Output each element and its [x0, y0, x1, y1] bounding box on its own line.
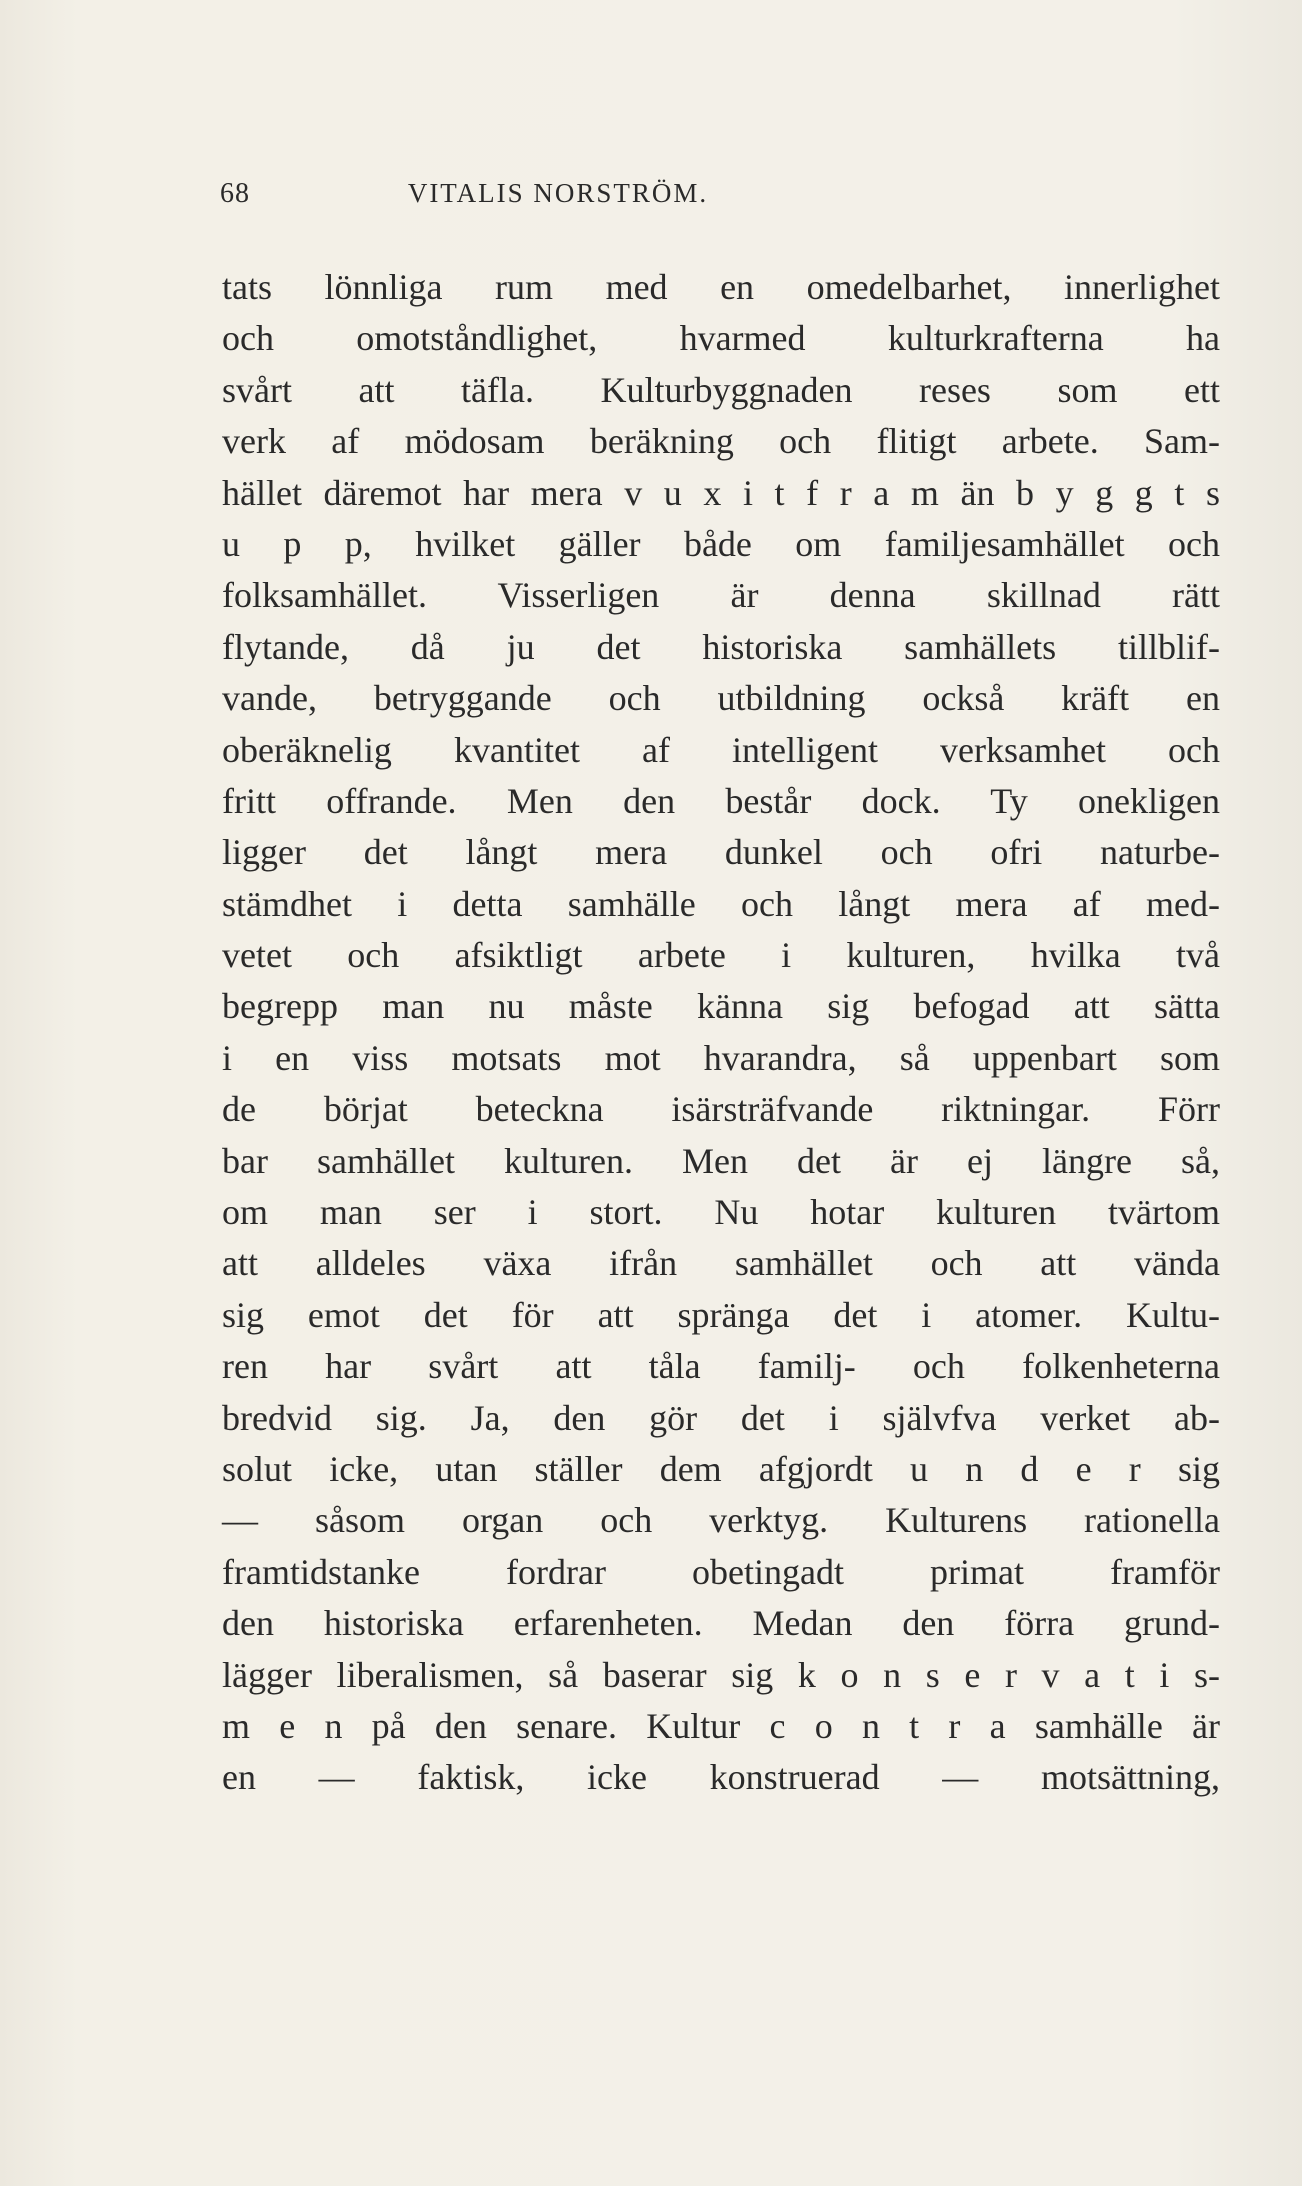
text-line: och omotståndlighet, hvarmed kulturkrafterna ha — [222, 318, 1220, 359]
text-line: oberäknelig kvantitet af intelligent verksamhet och — [222, 729, 1220, 770]
text-line: bredvid sig. Ja, den gör det i självfva verket ab- — [222, 1397, 1220, 1438]
text-line: ren har svårt att tåla familj- och folkenheterna — [222, 1346, 1220, 1387]
text-line: stämdhet i detta samhälle och långt mera af med- — [222, 883, 1220, 924]
text-line: fritt offrande. Men den består dock. Ty onekligen — [222, 780, 1220, 821]
text-line: — såsom organ och verktyg. Kulturens rationella — [222, 1500, 1220, 1541]
text-line: m e n på den senare. Kultur c o n t r a samhälle är — [222, 1705, 1220, 1746]
body-text — [222, 262, 1220, 1804]
text-line: den historiska erfarenheten. Medan den förra grund- — [222, 1603, 1220, 1644]
text-line: sig emot det för att spränga det i atomer. Kultu- — [222, 1294, 1220, 1335]
text-line: u p p, hvilket gäller både om familjesamhället och — [222, 523, 1220, 564]
text-line: en — faktisk, icke konstruerad — motsättning, — [222, 1757, 1220, 1798]
text-line: bar samhället kulturen. Men det är ej längre så, — [222, 1140, 1220, 1181]
text-line: i en viss motsats mot hvarandra, så uppenbart som — [222, 1037, 1220, 1078]
text-line: svårt att täfla. Kulturbyggnaden reses som ett — [222, 369, 1220, 410]
running-title: VITALIS NORSTRÖM. — [407, 178, 709, 208]
text-line: vetet och afsiktligt arbete i kulturen, hvilka två — [222, 935, 1220, 976]
text-line: flytande, då ju det historiska samhällets tillblif- — [222, 626, 1220, 667]
page-number: 68 — [220, 178, 250, 209]
text-line: verk af mödosam beräkning och flitigt arbete. Sam- — [222, 421, 1220, 462]
text-line: begrepp man nu måste känna sig befogad att sätta — [222, 986, 1220, 1027]
text-line: folksamhället. Visserligen är denna skillnad rätt — [222, 575, 1220, 616]
text-line: de börjat beteckna isärsträfvande riktningar. Förr — [222, 1089, 1220, 1130]
text-line: att alldeles växa ifrån samhället och att vända — [222, 1243, 1220, 1284]
text-line: hället däremot har mera v u x i t f r a m än b y g g t s — [222, 472, 1220, 513]
text-line: framtidstanke fordrar obetingadt primat framför — [222, 1551, 1220, 1592]
text-line: ligger det långt mera dunkel och ofri naturbe- — [222, 832, 1220, 873]
page-header — [220, 178, 892, 228]
text-line: vande, betryggande och utbildning också kräft en — [222, 678, 1220, 719]
text-line: tats lönnliga rum med en omedelbarhet, innerlighet — [222, 267, 1220, 307]
text-line: lägger liberalismen, så baserar sig k o n s e r v a t i s- — [222, 1654, 1220, 1695]
text-line: om man ser i stort. Nu hotar kulturen tvärtom — [222, 1192, 1220, 1233]
text-line: solut icke, utan ställer dem afgjordt u n d e r sig — [222, 1448, 1220, 1489]
